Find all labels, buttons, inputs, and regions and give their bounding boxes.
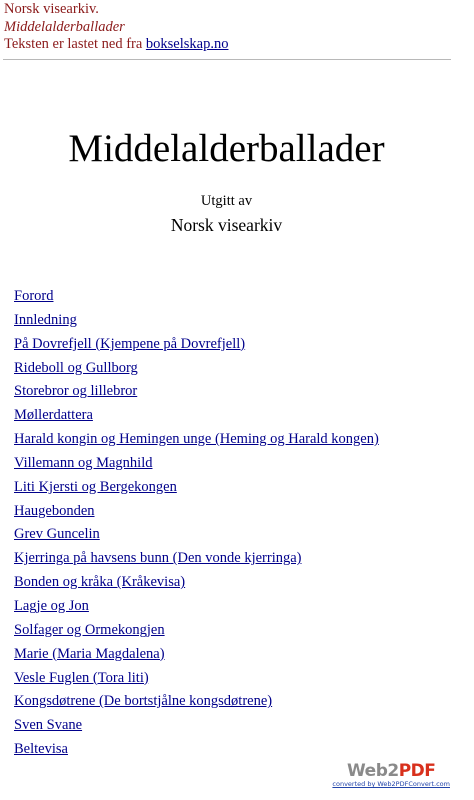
- toc-item: [14, 287, 379, 311]
- logo-accent: PDF: [398, 761, 436, 781]
- toc-item: [14, 669, 379, 693]
- toc-item: [14, 621, 379, 645]
- toc-item: [14, 335, 379, 359]
- toc-link[interactable]: Storebror og lillebror: [14, 383, 138, 400]
- toc-item: [14, 692, 379, 716]
- download-text: Teksten er lastet ned fra: [4, 36, 146, 52]
- web2pdf-watermark[interactable]: [332, 762, 450, 788]
- toc-link[interactable]: Forord: [14, 288, 54, 304]
- toc-item: [14, 549, 379, 573]
- archive-name: Norsk visearkiv.: [4, 1, 99, 17]
- toc-link[interactable]: Beltevisa: [14, 741, 68, 758]
- toc-item: [14, 311, 379, 335]
- download-note: [4, 36, 228, 54]
- page-header: [4, 1, 228, 54]
- toc-item: [14, 502, 379, 526]
- source-link[interactable]: bokselskap.no: [145, 36, 229, 52]
- toc-link[interactable]: Rideboll og Gullborg: [14, 359, 138, 376]
- logo-text: Web2: [347, 761, 399, 781]
- toc-item: [14, 430, 379, 454]
- toc-item: [14, 454, 379, 478]
- published-by-label: Utgitt av: [200, 193, 253, 209]
- toc-link[interactable]: Innledning: [14, 311, 77, 328]
- toc-link[interactable]: Bonden og kråka (Kråkevisa): [14, 574, 186, 591]
- toc-item: [14, 597, 379, 621]
- toc-link[interactable]: Kjerringa på havsens bunn (Den vonde kjerringa): [14, 550, 302, 567]
- toc-link[interactable]: Villemann og Magnhild: [14, 454, 153, 471]
- toc-item: [14, 382, 379, 406]
- toc-item: [14, 740, 379, 764]
- toc-link[interactable]: Haugebonden: [14, 502, 95, 519]
- toc-link[interactable]: Sven Svane: [14, 717, 83, 734]
- toc-item: [14, 716, 379, 740]
- toc-link[interactable]: På Dovrefjell (Kjempene på Dovrefjell): [14, 335, 246, 352]
- converter-caption[interactable]: converted by Web2PDFConvert.com: [332, 780, 450, 788]
- publisher-name: Norsk visearkiv: [170, 215, 283, 235]
- header-divider: [3, 59, 451, 60]
- toc-item: [14, 406, 379, 430]
- table-of-contents: [14, 287, 379, 764]
- toc-link[interactable]: Marie (Maria Magdalena): [14, 645, 165, 662]
- web2pdf-logo: [332, 762, 450, 780]
- toc-item: [14, 359, 379, 383]
- toc-link[interactable]: Kongsdøtrene (De bortstjålne kongsdøtrene): [14, 693, 273, 710]
- toc-link[interactable]: Liti Kjersti og Bergekongen: [14, 478, 177, 495]
- toc-link[interactable]: Lagje og Jon: [14, 597, 89, 614]
- toc-link[interactable]: Solfager og Ormekongjen: [14, 621, 165, 638]
- toc-item: [14, 573, 379, 597]
- toc-item: [14, 645, 379, 669]
- toc-link[interactable]: Vesle Fuglen (Tora liti): [14, 669, 149, 686]
- toc-item: [14, 525, 379, 549]
- toc-link[interactable]: Grev Guncelin: [14, 526, 100, 543]
- toc-item: [14, 478, 379, 502]
- work-title: Middelalderballader: [4, 18, 125, 35]
- toc-link[interactable]: Møllerdattera: [14, 407, 93, 424]
- toc-link[interactable]: Harald kongin og Hemingen unge (Heming og Harald kongen): [14, 431, 379, 448]
- page-title: Middelalderballader: [68, 127, 385, 170]
